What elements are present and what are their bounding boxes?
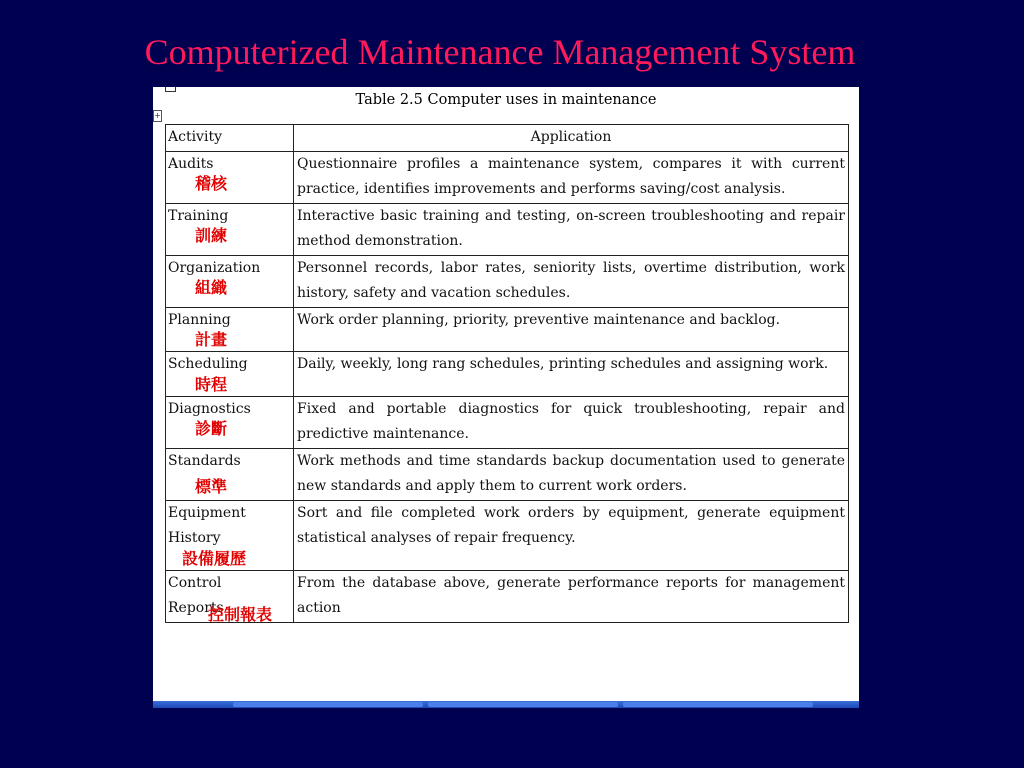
taskbar-button[interactable] [623, 702, 813, 707]
chinese-annotation: 控制報表 [208, 604, 273, 624]
computer-uses-table [165, 124, 849, 623]
activity-label-line2: History [168, 530, 221, 546]
table-row [166, 307, 849, 352]
table-row [166, 570, 849, 622]
activity-cell [166, 570, 294, 622]
table-caption: Table 2.5 Computer uses in maintenance [355, 92, 657, 108]
activity-cell [166, 203, 294, 255]
chinese-annotation: 標準 [195, 477, 228, 496]
taskbar-strip [153, 701, 859, 708]
activity-cell [166, 255, 294, 307]
activity-label: Diagnostics [168, 400, 251, 417]
table-row [166, 396, 849, 448]
application-cell: Work methods and time standards backup documentation used to generate new standards and apply them to current work orders. [294, 448, 849, 500]
activity-cell [166, 307, 294, 352]
application-cell: Work order planning, priority, preventive maintenance and backlog. [294, 307, 849, 352]
chinese-annotation: 診斷 [195, 419, 228, 438]
chinese-annotation: 稽核 [195, 174, 228, 193]
table-header-row [166, 125, 849, 152]
table-row [166, 203, 849, 255]
application-cell: Interactive basic training and testing, on-screen troubleshooting and repair method demonstration. [294, 203, 849, 255]
application-cell: Sort and file completed work orders by equipment, generate equipment statistical analyses of repair frequency. [294, 500, 849, 570]
activity-label-line2: Reports [168, 600, 224, 616]
application-cell: From the database above, generate performance reports for management action [294, 570, 849, 622]
table-row [166, 151, 849, 203]
activity-cell [166, 448, 294, 500]
table-row [166, 352, 849, 397]
move-handle-icon[interactable]: + [154, 111, 161, 120]
taskbar-button[interactable] [233, 702, 423, 707]
activity-label: Scheduling [168, 356, 248, 372]
table-row [166, 448, 849, 500]
chinese-annotation: 設備履歷 [182, 548, 247, 568]
table-image [153, 87, 859, 708]
activity-label: Training [168, 207, 229, 224]
activity-label: Audits [168, 155, 214, 172]
activity-cell [166, 352, 294, 397]
header-application: Application [294, 125, 849, 152]
table-row [166, 500, 849, 570]
application-cell: Questionnaire profiles a maintenance system, compares it with current practice, identifies improvements and performs saving/cost analysis. [294, 151, 849, 203]
taskbar-button[interactable] [428, 702, 618, 707]
activity-cell [166, 151, 294, 203]
slide-title: Computerized Maintenance Management System [144, 32, 856, 72]
chinese-annotation: 訓練 [195, 226, 228, 245]
activity-label: Equipment [168, 504, 246, 521]
table-row [166, 255, 849, 307]
activity-cell [166, 500, 294, 570]
activity-label: Organization [168, 259, 261, 276]
chinese-annotation: 時程 [195, 374, 228, 394]
activity-label: Control [168, 574, 222, 591]
activity-cell [166, 396, 294, 448]
header-activity: Activity [166, 125, 294, 152]
activity-label: Standards [168, 452, 241, 469]
chinese-annotation: 組織 [195, 278, 228, 297]
application-cell: Personnel records, labor rates, seniority lists, overtime distribution, work history, safety and vacation schedules. [294, 255, 849, 307]
application-cell: Fixed and portable diagnostics for quick troubleshooting, repair and predictive maintenance. [294, 396, 849, 448]
chinese-annotation: 計畫 [195, 330, 228, 349]
application-cell: Daily, weekly, long rang schedules, printing schedules and assigning work. [294, 352, 849, 397]
activity-label: Planning [168, 311, 231, 328]
